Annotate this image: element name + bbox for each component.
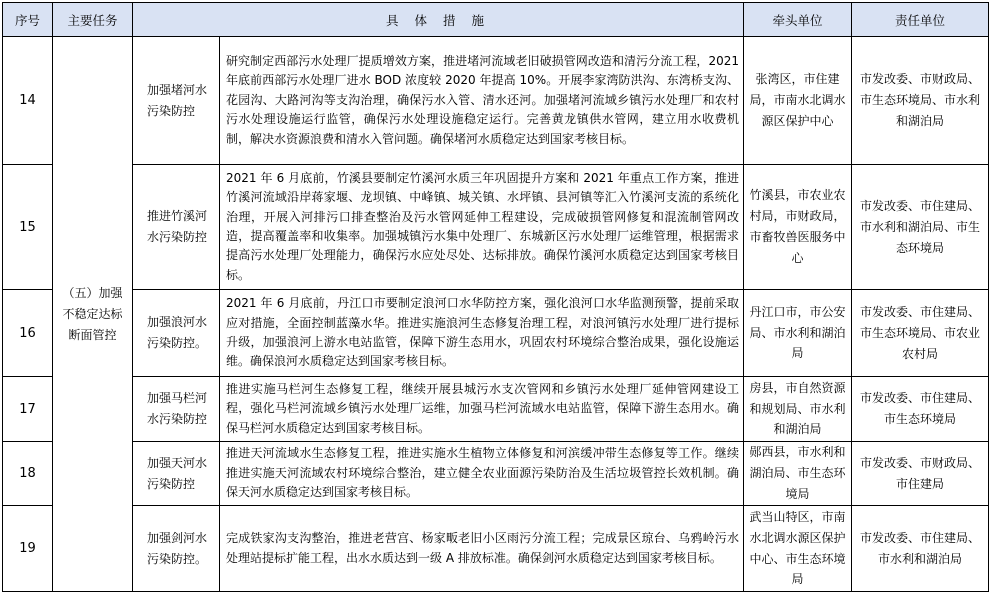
task-table [2, 2, 989, 592]
table-row [3, 37, 989, 165]
task-name: 加强浪河水污染防控。 [133, 290, 220, 377]
responsible-unit: 市发改委、市财政局、市生态环境局、市水利和湖泊局 [852, 37, 989, 165]
row-number: 17 [3, 377, 53, 442]
row-number: 15 [3, 165, 53, 290]
table-row [3, 506, 989, 592]
row-number: 18 [3, 442, 53, 506]
lead-unit: 张湾区，市住建局，市南水北调水源区保护中心 [744, 37, 852, 165]
header-row [3, 3, 989, 37]
row-number: 16 [3, 290, 53, 377]
header-resp-unit: 责任单位 [852, 3, 989, 37]
task-name: 加强天河水污染防控 [133, 442, 220, 506]
responsible-unit: 市发改委、市住建局、市生态环境局 [852, 377, 989, 442]
responsible-unit: 市发改委、市住建局、市生态环境局、市农业农村局 [852, 290, 989, 377]
task-name: 加强马栏河水污染防控 [133, 377, 220, 442]
lead-unit: 房县，市自然资源和规划局、市水利和湖泊局 [744, 377, 852, 442]
header-lead-unit: 牵头单位 [744, 3, 852, 37]
measures-text: 完成铁家沟支沟整治，推进老营宫、杨家畈老旧小区雨污分流工程；完成景区琼台、乌鸦岭污水处理站提标扩能工程，出水水质达到一级 A 排放标准。确保剑河水质稳定达到国家考核目标。 [220, 506, 744, 592]
measures-text: 研究制定西部污水处理厂提质增效方案，推进堵河流域老旧破损管网改造和清污分流工程，2021 年底前西部污水处理厂进水 BOD 浓度较 2020 年提高 10%。开展李家湾防洪沟、东湾桥支沟、花园沟、大路河沟等支沟治理，确保污水入管、清水还河。加强堵河流域乡镇污水处理厂和农村污水处理设施运行监管，确保污水处理设施稳定运行。完善黄龙镇供水管网，建立用水收费机制，解决水资源浪费和清水入管问题。确保堵河水质稳定达到国家考核目标。 [220, 37, 744, 165]
lead-unit: 竹溪县，市农业农村局，市财政局，市畜牧兽医服务中心 [744, 165, 852, 290]
header-main-task: 主要任务 [53, 3, 133, 37]
task-name: 加强剑河水污染防控。 [133, 506, 220, 592]
table-row [3, 290, 989, 377]
lead-unit: 丹江口市，市公安局、市水利和湖泊局 [744, 290, 852, 377]
measures-text: 2021 年 6 月底前，丹江口市要制定浪河口水华防控方案，强化浪河口水华监测预警，提前采取应对措施，全面控制蓝藻水华。推进实施浪河生态修复治理工程，对浪河镇污水处理厂进行提标升级，加强浪河上游水电站监管，保障下游生态用水，巩固农村环境综合整治成果，强化设施运维。确保浪河水质稳定达到国家考核目标。 [220, 290, 744, 377]
row-number: 19 [3, 506, 53, 592]
header-no: 序号 [3, 3, 53, 37]
responsible-unit: 市发改委、市住建局、市水利和湖泊局 [852, 506, 989, 592]
responsible-unit: 市发改委、市住建局、市水利和湖泊局、市生态环境局 [852, 165, 989, 290]
lead-unit: 武当山特区，市南水北调水源区保护中心、市生态环境局 [744, 506, 852, 592]
row-number: 14 [3, 37, 53, 165]
measures-text: 2021 年 6 月底前，竹溪县要制定竹溪河水质三年巩固提升方案和 2021 年重点工作方案，推进竹溪河流域沿岸蒋家堰、龙坝镇、中峰镇、城关镇、水坪镇、县河镇等汇入竹溪河支流的系统化治理，开展入河排污口排查整治及污水管网延伸工程建设，完成破损管网修复和混流制管网改造，提高覆盖率和收集率。加强城镇污水集中处理厂、东城新区污水处理厂运维管理，根据需求提高污水处理厂处理能力，确保污水应处尽处、达标排放。确保竹溪河水质稳定达到国家考核目标。 [220, 165, 744, 290]
table-row [3, 377, 989, 442]
main-task-group [53, 37, 133, 592]
lead-unit: 郧西县，市水利和湖泊局、市生态环境局 [744, 442, 852, 506]
table-row [3, 165, 989, 290]
header-measures: 具 体 措 施 [133, 3, 744, 37]
measures-text: 推进天河流域水生态修复工程，推进实施水生植物立体修复和河滨缓冲带生态修复等工作。继续推进实施天河流域农村环境综合整治，建立健全农业面源污染防治及生活垃圾管控长效机制。确保天河水质稳定达到国家考核目标。 [220, 442, 744, 506]
responsible-unit: 市发改委、市财政局、市住建局 [852, 442, 989, 506]
task-name: 加强堵河水污染防控 [133, 37, 220, 165]
main-task-label: （五）加强不稳定达标断面管控 [62, 285, 123, 342]
measures-text: 推进实施马栏河生态修复工程，继续开展县城污水支次管网和乡镇污水处理厂延伸管网建设工程，强化马栏河流域乡镇污水处理厂运维，加强马栏河流域水电站监管，保障下游生态用水。确保马栏河水质稳定达到国家考核目标。 [220, 377, 744, 442]
table-row [3, 442, 989, 506]
task-name: 推进竹溪河水污染防控 [133, 165, 220, 290]
